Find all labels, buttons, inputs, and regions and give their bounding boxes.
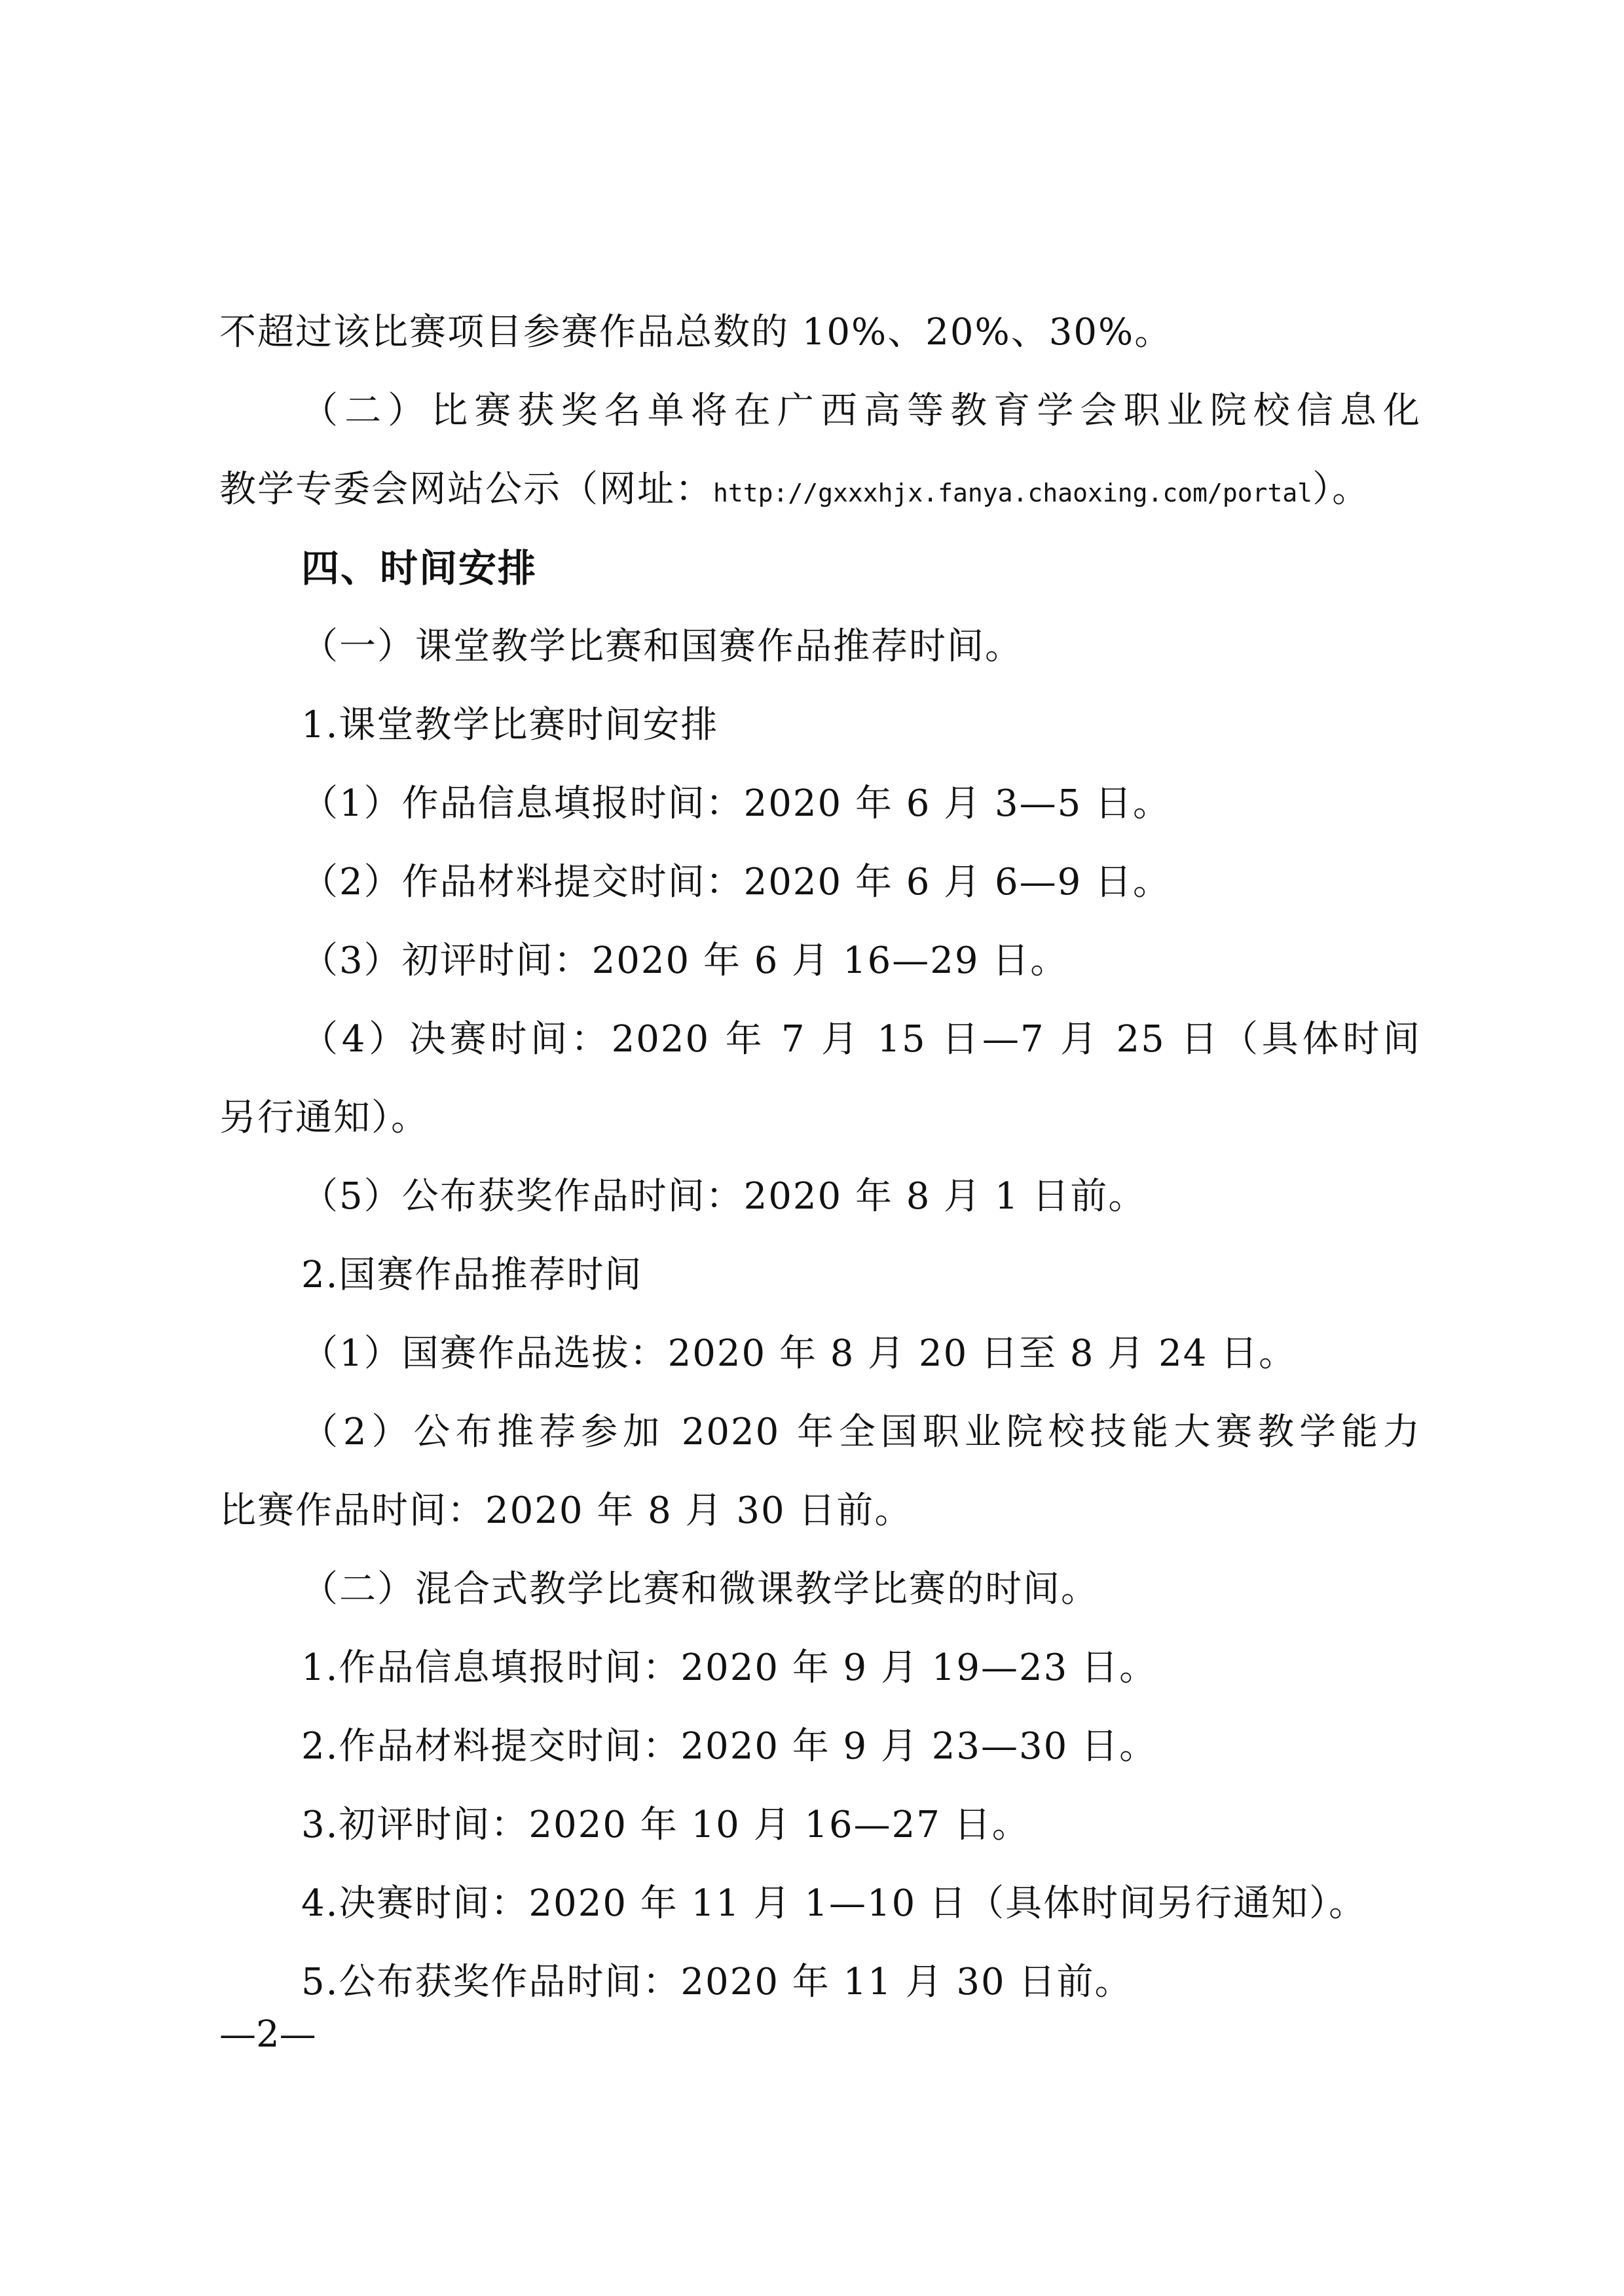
schedule-item-final-continued: 另行通知）。 — [219, 1097, 429, 1139]
schedule-item-blended-final: 4.决赛时间：2020 年 11 月 1—10 日（具体时间另行通知）。 — [301, 1882, 1367, 1925]
subheading-blended-and-micro: （二）混合式教学比赛和微课教学比赛的时间。 — [301, 1568, 1099, 1611]
website-prefix: 教学专委会网站公示（网址： — [219, 468, 713, 511]
website-url: http://gxxxhjx.fanya.chaoxing.com/portal — [713, 479, 1313, 507]
subheading-classroom-schedule: 1.课堂教学比赛时间安排 — [301, 704, 719, 746]
subheading-classroom-and-national: （一）课堂教学比赛和国赛作品推荐时间。 — [301, 625, 1023, 668]
page-number: —2— — [219, 2013, 316, 2056]
schedule-item-blended-material-submission: 2.作品材料提交时间：2020 年 9 月 23—30 日。 — [301, 1725, 1158, 1768]
schedule-item-national-announcement: （2）公布推荐参加 2020 年全国职业院校技能大赛教学能力 — [301, 1411, 1421, 1453]
schedule-item-material-submission: （2）作品材料提交时间：2020 年 6 月 6—9 日。 — [301, 861, 1172, 903]
text-line-website — [219, 464, 1421, 519]
schedule-item-preliminary: （3）初评时间：2020 年 6 月 16—29 日。 — [301, 939, 1069, 982]
schedule-item-national-announcement-continued: 比赛作品时间：2020 年 8 月 30 日前。 — [219, 1489, 913, 1532]
schedule-item-award-announcement: （5）公布获奖作品时间：2020 年 8 月 1 日前。 — [301, 1175, 1147, 1218]
schedule-item-national-selection: （1）国赛作品选拔：2020 年 8 月 20 日至 8 月 24 日。 — [301, 1332, 1297, 1375]
schedule-item-info-filing: （1）作品信息填报时间：2020 年 6 月 3—5 日。 — [301, 782, 1172, 825]
schedule-item-blended-award-announcement: 5.公布获奖作品时间：2020 年 11 月 30 日前。 — [301, 1961, 1133, 2003]
subheading-national-recommendation: 2.国赛作品推荐时间 — [301, 1254, 643, 1296]
text-line-award-list: （二）比赛获奖名单将在广西高等教育学会职业院校信息化 — [301, 390, 1421, 432]
schedule-item-blended-preliminary: 3.初评时间：2020 年 10 月 16—27 日。 — [301, 1804, 1030, 1846]
schedule-item-final: （4）决赛时间：2020 年 7 月 15 日—7 月 25 日（具体时间 — [301, 1018, 1421, 1061]
section-heading-schedule: 四、时间安排 — [301, 546, 538, 591]
schedule-item-blended-info-filing: 1.作品信息填报时间：2020 年 9 月 19—23 日。 — [301, 1647, 1158, 1689]
text-line-percent-limit: 不超过该比赛项目参赛作品总数的 10%、20%、30%。 — [219, 311, 1173, 354]
website-suffix: ）。 — [1312, 468, 1371, 511]
